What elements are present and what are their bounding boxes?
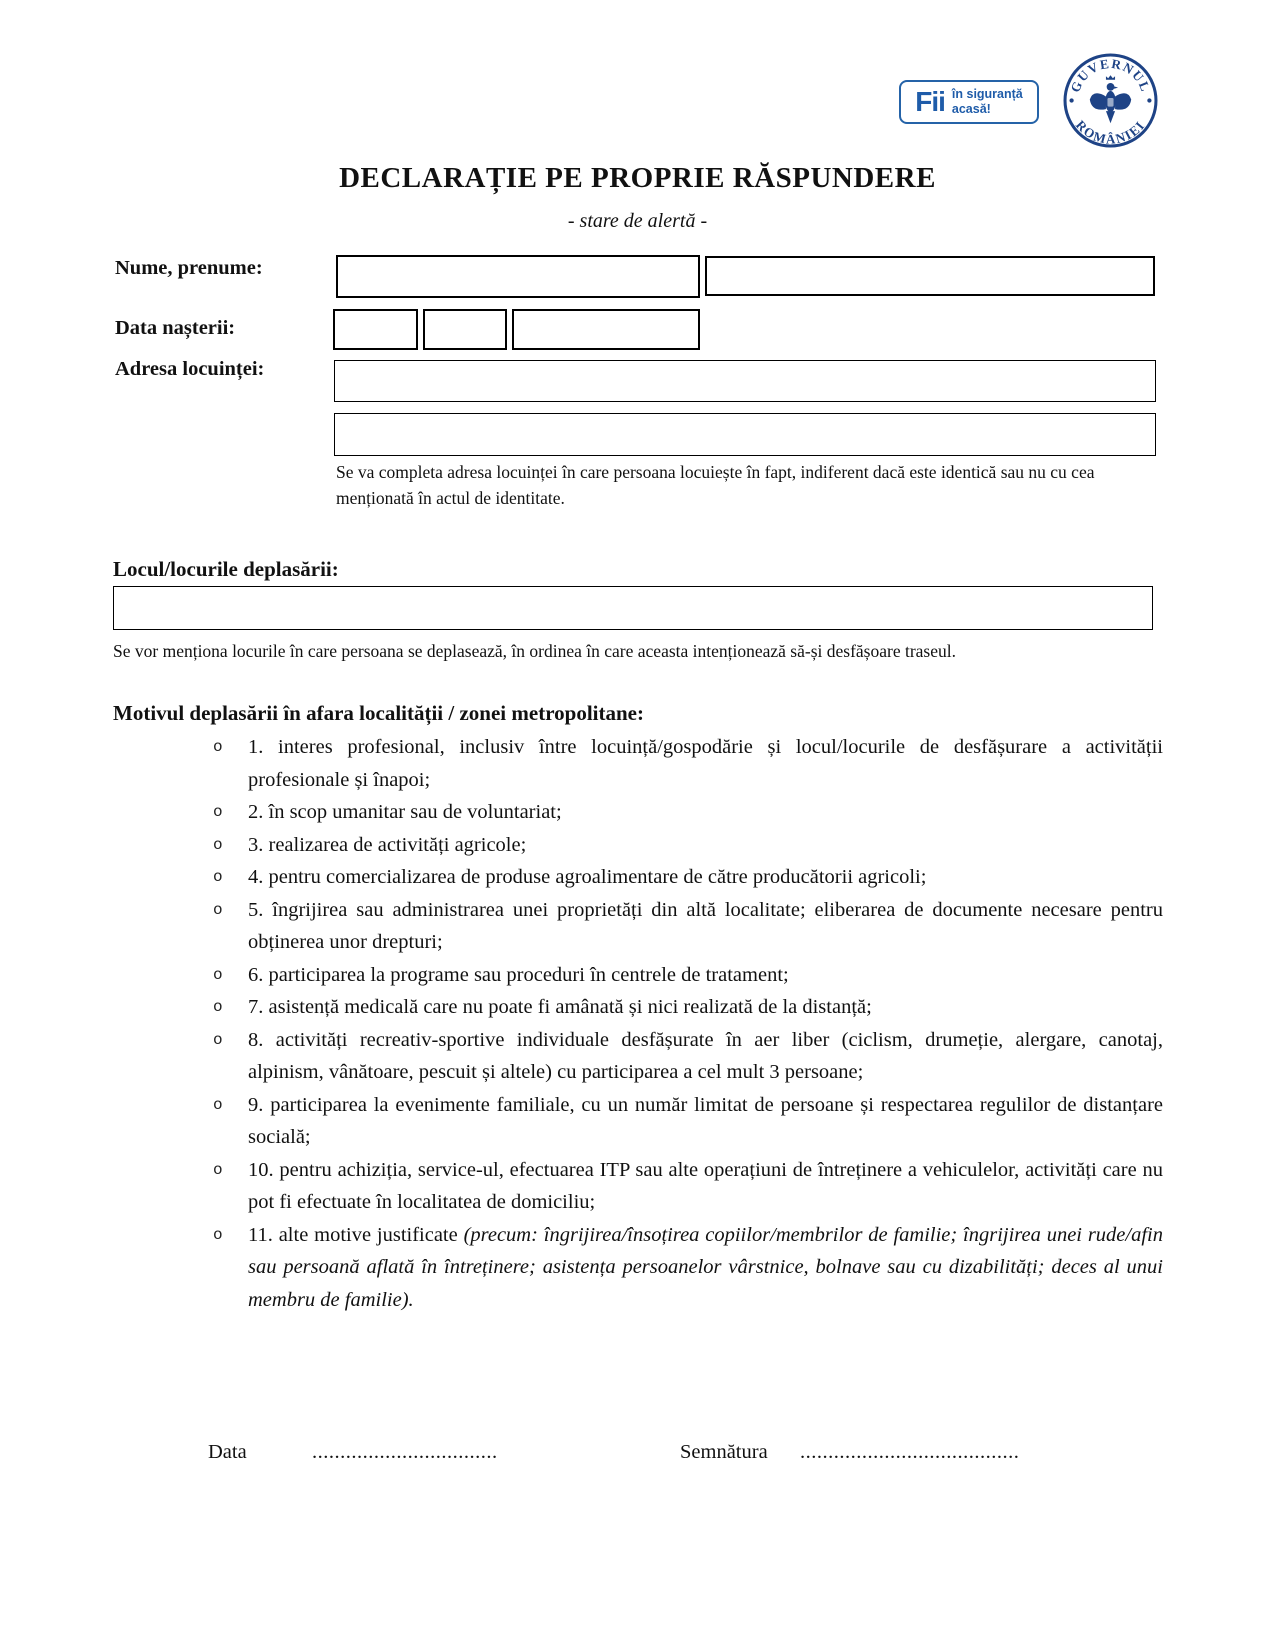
- bullet-icon: o: [213, 1095, 223, 1114]
- bullet-icon: o: [213, 965, 223, 984]
- address-note: Se va completa adresa locuinței în care persoana locuiește în fapt, indiferent dacă este identică sau nu cu cea menționată în actul de identitate.: [336, 462, 1095, 508]
- reason-text: 4. pentru comercializarea de produse agroalimentare de către producătorii agricoli;: [248, 866, 927, 888]
- bullet-icon: o: [213, 868, 223, 886]
- bullet-icon: o: [213, 835, 223, 854]
- bullet-icon: o: [213, 1225, 223, 1244]
- reason-item-6: [213, 959, 1163, 992]
- badge-caption-line2: acasă!: [951, 102, 991, 116]
- reason-text: 1. interes profesional, inclusiv între locuință/gospodărie și locul/locurile de desfășurare a activității profesionale și înapoi;: [248, 736, 1163, 791]
- address-label: Adresa locuinței:: [115, 358, 265, 380]
- guvernul-romaniei-seal-icon: [1063, 53, 1158, 148]
- first-name-field[interactable]: [705, 256, 1155, 296]
- reason-text: 10. pentru achiziția, service-ul, efectuarea ITP sau alte operațiuni de întreținere a vehiculelor, activități care nu pot fi efectuate în localitatea de domiciliu;: [248, 1158, 1163, 1213]
- reason-item-11: [213, 1219, 1163, 1317]
- reasons-heading: Motivul deplasării în afara localității / zonei metropolitane:: [113, 701, 644, 725]
- badge-caption: [952, 87, 1023, 117]
- reason-item-7: [213, 991, 1163, 1024]
- date-dotted-line[interactable]: .................................: [312, 1441, 498, 1463]
- fii-in-siguranta-badge: [899, 80, 1039, 124]
- reason-item-2: [213, 796, 1163, 829]
- name-label: Nume, prenume:: [115, 257, 263, 279]
- badge-fii-text: Fii: [915, 86, 945, 117]
- route-field[interactable]: [113, 586, 1153, 630]
- reason-text: 9. participarea la evenimente familiale, cu un număr limitat de persoane și respectarea regulilor de distanțare socială;: [248, 1093, 1163, 1148]
- reason-text: 5. îngrijirea sau administrarea unei proprietăți din altă localitate; eliberarea de documente necesare pentru obținerea unor drepturi;: [248, 898, 1163, 953]
- bullet-icon: o: [213, 738, 223, 756]
- reason-text: 6. participarea la programe sau proceduri în centrele de tratament;: [248, 963, 789, 986]
- bullet-icon: o: [213, 803, 223, 821]
- seal-bottom-text: ROMÂNIEI: [1072, 117, 1149, 147]
- bullet-icon: o: [213, 900, 223, 919]
- page-subtitle: - stare de alertă -: [567, 210, 708, 232]
- reason-text: 2. în scop umanitar sau de voluntariat;: [248, 801, 562, 823]
- reason-item-10: [213, 1154, 1163, 1219]
- reason-item-1: [213, 731, 1163, 796]
- birth-date-label: Data nașterii:: [115, 317, 236, 339]
- reason-item-5: [213, 894, 1163, 959]
- address-field-line1[interactable]: [334, 360, 1156, 402]
- signature-dotted-line[interactable]: .......................................: [800, 1441, 1020, 1463]
- bullet-icon: o: [213, 998, 223, 1016]
- route-heading: Locul/locurile deplasării:: [113, 557, 339, 581]
- route-note: Se vor menționa locurile în care persoana se deplasează, în ordinea în care aceasta intenționează să-și desfășoare traseul.: [113, 641, 956, 661]
- reason-text: 3. realizarea de activități agricole;: [248, 833, 527, 856]
- birth-day-field[interactable]: [333, 309, 418, 350]
- reason-item-4: [213, 861, 1163, 894]
- reason-item-9: [213, 1089, 1163, 1154]
- badge-caption-line1: în siguranță: [951, 87, 1023, 101]
- reasons-list: [213, 731, 1163, 1316]
- reason-item-8: [213, 1024, 1163, 1089]
- address-field-line2[interactable]: [334, 413, 1156, 456]
- reason-item-3: [213, 829, 1163, 862]
- reason-text: 11. alte motive justificate: [248, 1223, 464, 1246]
- date-label: Data: [208, 1441, 247, 1463]
- reason-text: 8. activități recreativ-sportive individuale desfășurate în aer liber (ciclism, drumeție, alergare, canotaj, alpinism, vânătoare, pescuit și altele) cu participarea a cel mult 3 persoane;: [248, 1028, 1163, 1083]
- birth-year-field[interactable]: [512, 309, 700, 350]
- bullet-icon: o: [213, 1160, 223, 1179]
- reason-text: 7. asistență medicală care nu poate fi amânată și nici realizată de la distanță;: [248, 996, 872, 1018]
- last-name-field[interactable]: [336, 255, 700, 298]
- page-title: DECLARAȚIE PE PROPRIE RĂSPUNDERE: [339, 162, 936, 194]
- reason-text-italic: (precum: îngrijirea/însoțirea copiilor/membrilor de familie; îngrijirea unei rude/afin sau persoană aflată în întreținere; asistența persoanelor vârstnice, bolnave sau cu dizabilități; deces al unui membru de familie).: [248, 1223, 1163, 1311]
- seal-top-text: GUVERNUL: [1067, 55, 1154, 95]
- bullet-icon: o: [213, 1030, 223, 1049]
- birth-month-field[interactable]: [423, 309, 507, 350]
- signature-label: Semnătura: [680, 1441, 768, 1463]
